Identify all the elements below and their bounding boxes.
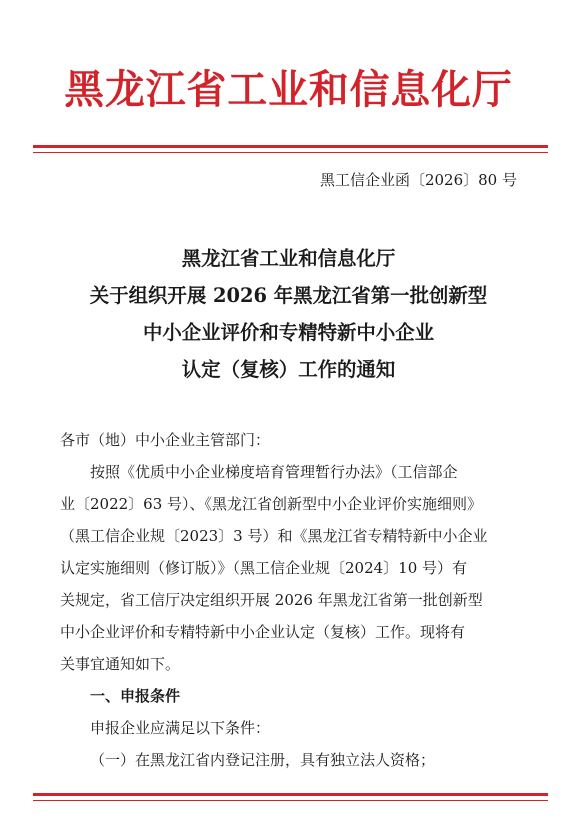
footer-rule-thin xyxy=(33,800,548,801)
title-line: 认定（复核）工作的通知 xyxy=(181,358,396,381)
letterhead-rule-thick xyxy=(33,145,548,148)
body-line: 关规定，省工信厅决定组织开展 2026 年黑龙江省第一批创新型 xyxy=(60,591,483,609)
title-line: 关于组织开展 2026 年黑龙江省第一批创新型 xyxy=(89,284,488,307)
body-line: 关事宜通知如下。 xyxy=(60,655,181,673)
body-line: （黑工信企业规〔2023〕3 号）和《黑龙江省专精特新中小企业 xyxy=(60,527,488,545)
body-line: 按照《优质中小企业梯度培育管理暂行办法》（工信部企 xyxy=(90,463,458,481)
footer-rule-thick xyxy=(33,793,548,796)
section-heading: 一、申报条件 xyxy=(90,687,181,705)
body-line: （一）在黑龙江省内登记注册，具有独立法人资格； xyxy=(90,751,436,769)
body-line: 认定实施细则（修订版）》（黑工信企业规〔2024〕10 号）有 xyxy=(60,559,468,577)
salutation: 各市（地）中小企业主管部门： xyxy=(60,431,271,449)
letterhead-rule-thin xyxy=(33,152,548,153)
body-line: 申报企业应满足以下条件： xyxy=(90,719,271,737)
document-number: 黑工信企业函〔2026〕80 号 xyxy=(319,171,517,189)
title-line: 黑龙江省工业和信息化厅 xyxy=(181,247,396,270)
title-line: 中小企业评价和专精特新中小企业 xyxy=(142,321,435,344)
body-line: 中小企业评价和专精特新中小企业认定（复核）工作。现将有 xyxy=(60,623,466,641)
letterhead-organization: 黑龙江省工业和信息化厅 xyxy=(64,67,513,113)
body-line: 业〔2022〕63 号）、《黑龙江省创新型中小企业评价实施细则》 xyxy=(60,495,483,513)
